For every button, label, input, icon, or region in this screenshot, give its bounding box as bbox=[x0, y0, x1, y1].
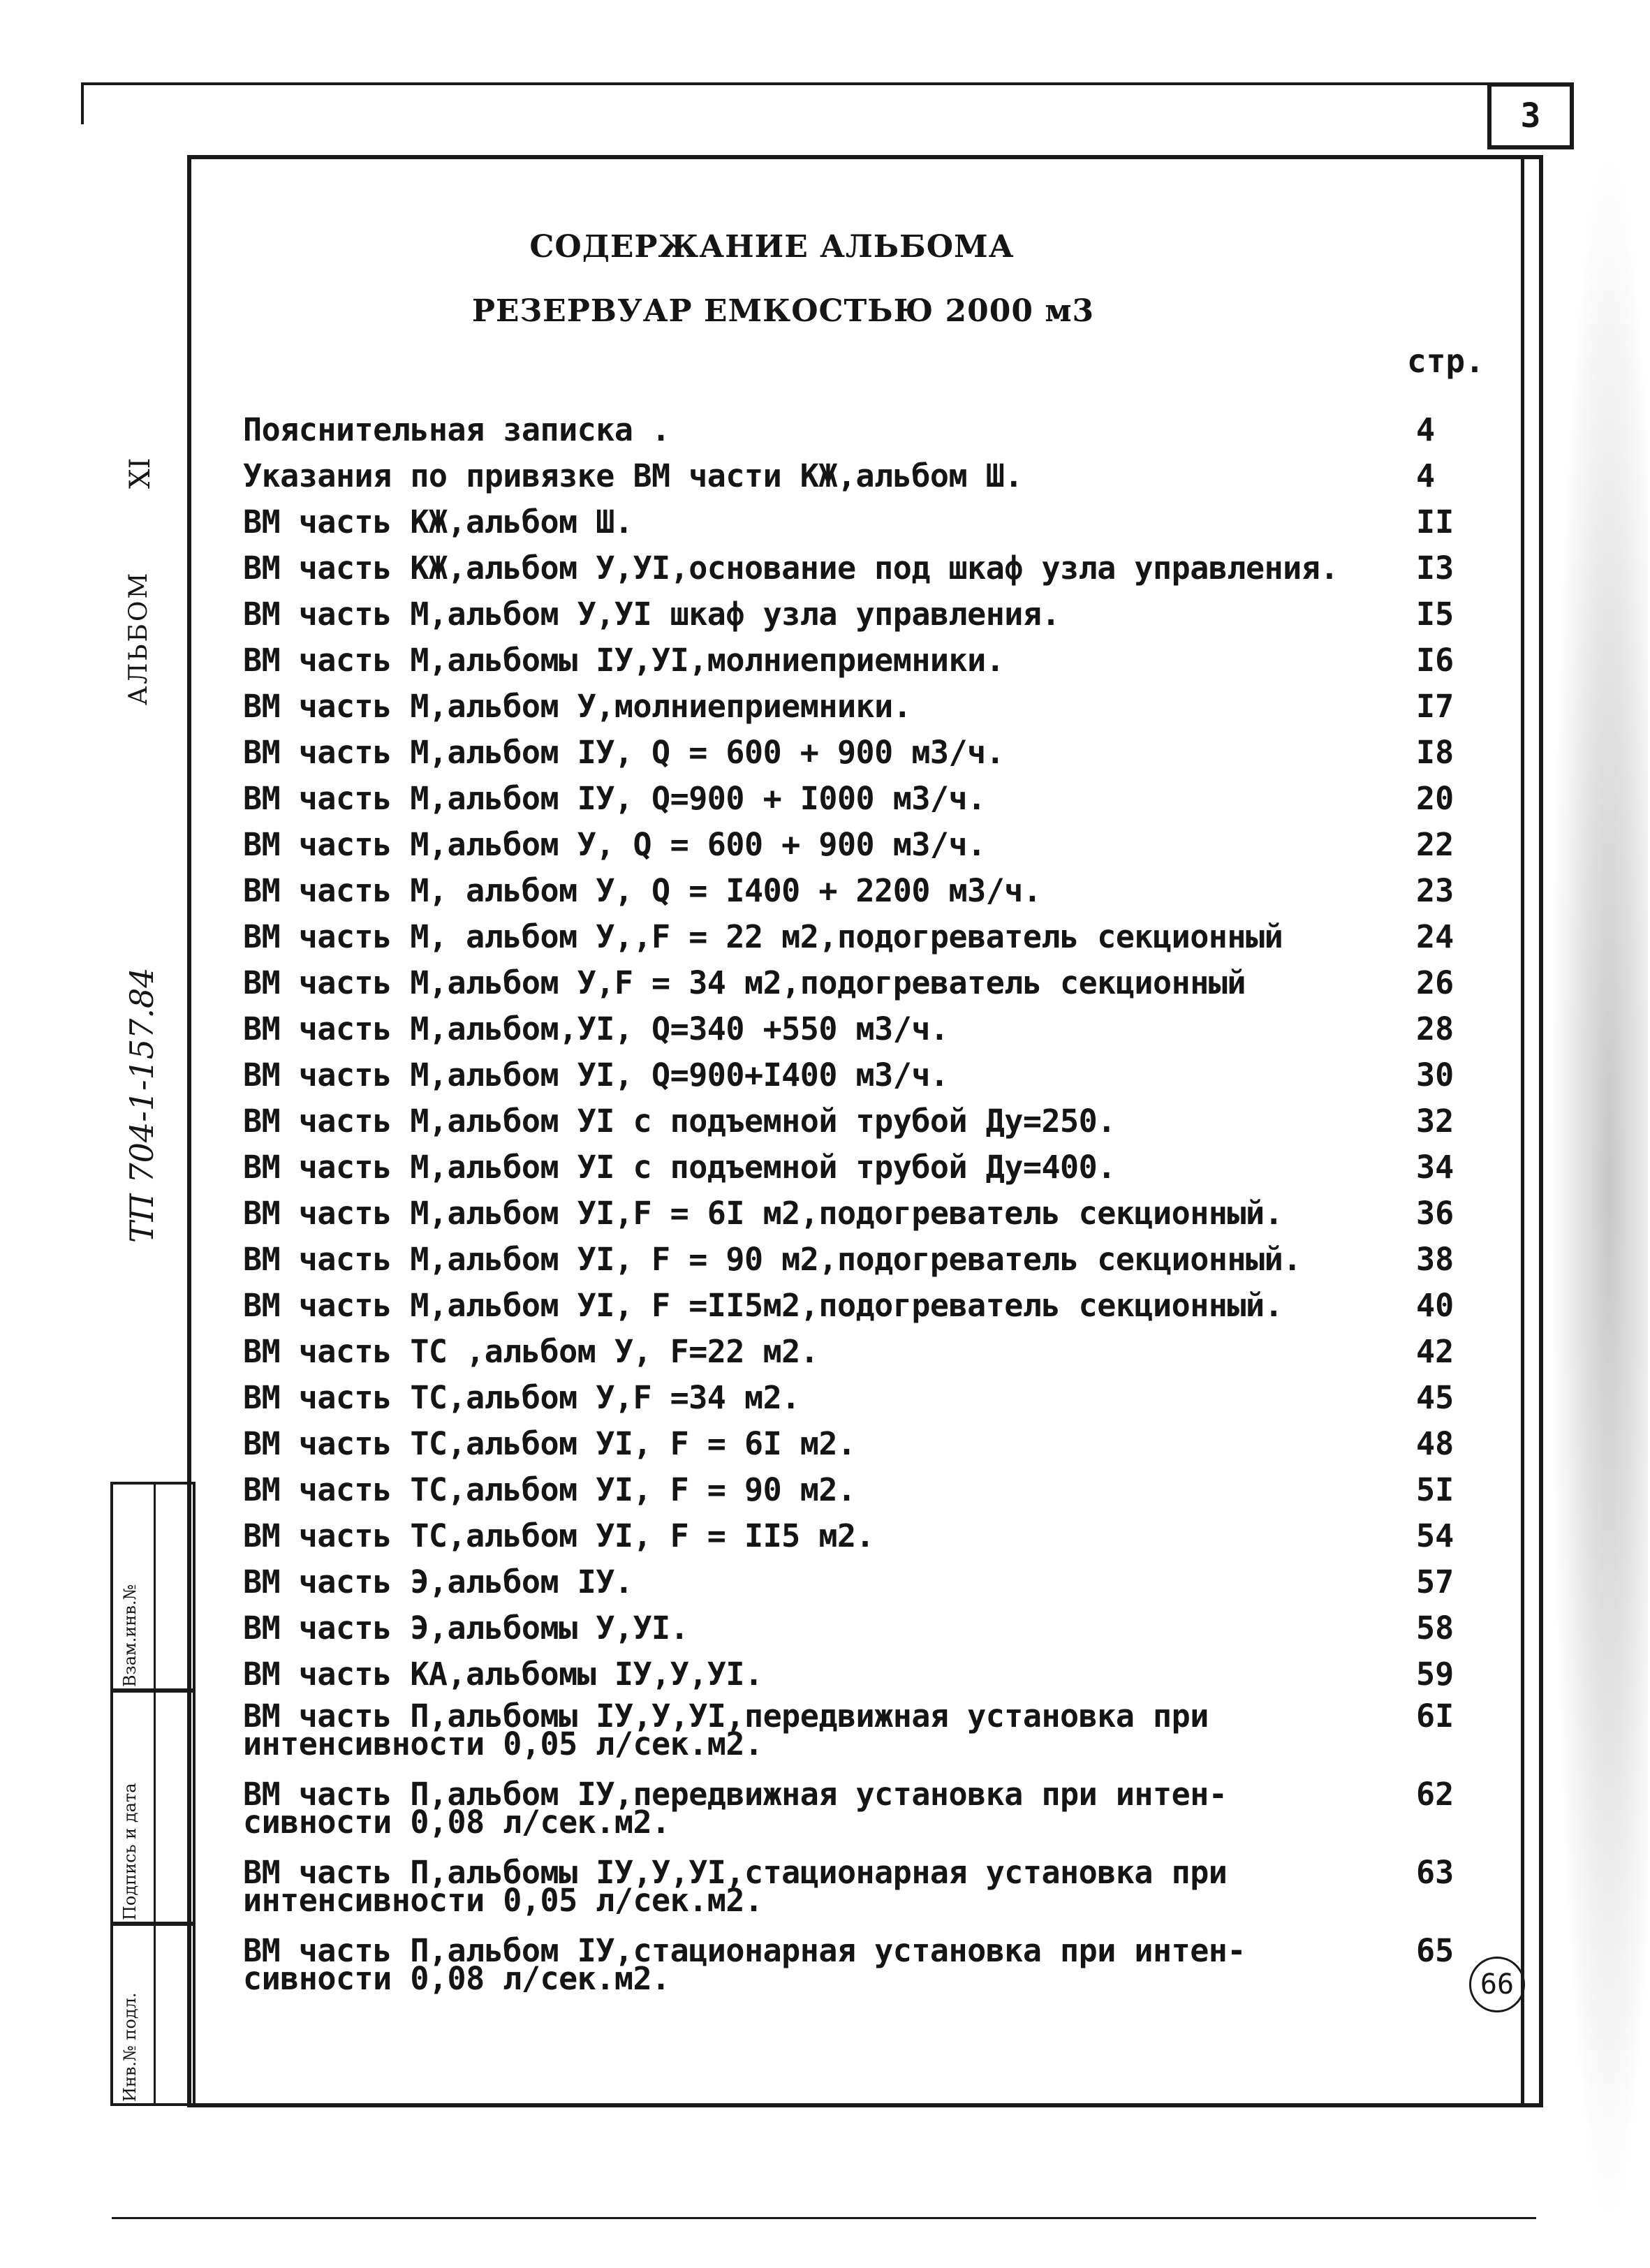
toc-entry-page: 40 bbox=[1416, 1287, 1454, 1324]
toc-row bbox=[243, 458, 1500, 504]
toc-entry-page: I7 bbox=[1416, 688, 1454, 725]
toc-row bbox=[243, 1518, 1500, 1564]
toc-entry-page: 38 bbox=[1416, 1241, 1454, 1278]
toc-entry-text: ВМ часть ТС,альбом У,F =34 м2. bbox=[243, 1379, 800, 1416]
side-roman-numeral: XI bbox=[124, 457, 156, 489]
toc-entry-text: ВМ часть ТС,альбом УI, F = 6I м2. bbox=[243, 1425, 856, 1462]
document-subtitle: РЕЗЕРВУАР ЕМКОСТЬЮ 2000 м3 bbox=[471, 293, 1095, 329]
stamp-vzam bbox=[110, 1482, 196, 1691]
toc-row bbox=[243, 919, 1500, 965]
toc-entry-page: 22 bbox=[1416, 826, 1454, 863]
toc-entry-text: ВМ часть М,альбом IУ, Q = 600 + 900 м3/ч. bbox=[243, 734, 1005, 771]
toc-entry-page: 30 bbox=[1416, 1056, 1454, 1094]
toc-entry-text: ВМ часть Э,альбомы У,УI. bbox=[243, 1610, 689, 1647]
toc-row bbox=[243, 1288, 1500, 1334]
toc-row bbox=[243, 873, 1500, 919]
toc-row bbox=[243, 550, 1500, 596]
toc-row bbox=[243, 1057, 1500, 1103]
toc-row bbox=[243, 642, 1500, 688]
toc-entry-text: ВМ часть М, альбом У,,F = 22 м2,подогреватель секционный bbox=[243, 918, 1283, 955]
table-of-contents bbox=[243, 412, 1500, 2015]
toc-entry-text: ВМ часть П,альбомы IУ,У,УI,передвижная установка при интенсивности 0,05 л/сек.м2. bbox=[243, 1698, 1209, 1762]
toc-row bbox=[243, 965, 1500, 1011]
toc-row bbox=[243, 412, 1500, 458]
toc-row bbox=[243, 1426, 1500, 1472]
toc-entry-text: ВМ часть Э,альбом IУ. bbox=[243, 1563, 633, 1600]
toc-entry-page: 5I bbox=[1416, 1471, 1454, 1508]
toc-row bbox=[243, 1334, 1500, 1380]
toc-entry-text: ВМ часть П,альбом IУ,стационарная установка при интен- сивности 0,08 л/сек.м2. bbox=[243, 1932, 1246, 1997]
toc-entry-page: 32 bbox=[1416, 1103, 1454, 1140]
toc-entry-text: ВМ часть ТС,альбом УI, F = II5 м2. bbox=[243, 1517, 875, 1554]
side-album-label: АЛЬБОМ bbox=[124, 570, 153, 705]
stamp-vzam-label: Взам.инв.№ bbox=[120, 1584, 140, 1687]
toc-entry-page: 59 bbox=[1416, 1656, 1454, 1693]
toc-entry-text: ВМ часть М,альбом УI, F =II5м2,подогреватель секционный. bbox=[243, 1287, 1283, 1324]
toc-entry-text: ВМ часть КЖ,альбом Ш. bbox=[243, 503, 633, 540]
toc-row bbox=[243, 827, 1500, 873]
sheet-number: 3 bbox=[1520, 96, 1541, 135]
toc-entry-text: ВМ часть М,альбом УI с подъемной трубой Ду=400. bbox=[243, 1149, 1116, 1186]
toc-entry-page: 36 bbox=[1416, 1195, 1454, 1232]
toc-entry-page: 26 bbox=[1416, 964, 1454, 1001]
toc-row bbox=[243, 1380, 1500, 1426]
toc-row bbox=[243, 1610, 1500, 1656]
frame-double-line bbox=[1521, 155, 1524, 2107]
toc-row bbox=[243, 1698, 1500, 1781]
toc-entry-text: ВМ часть ТС ,альбом У, F=22 м2. bbox=[243, 1333, 819, 1370]
left-border-tick bbox=[81, 82, 84, 124]
toc-entry-page: 42 bbox=[1416, 1333, 1454, 1370]
toc-entry-page: I3 bbox=[1416, 550, 1454, 587]
toc-entry-page: 23 bbox=[1416, 872, 1454, 909]
toc-entry-text: ВМ часть П,альбомы IУ,У,УI,стационарная установка при интенсивности 0,05 л/сек.м2. bbox=[243, 1854, 1228, 1919]
toc-entry-page: II bbox=[1416, 503, 1454, 540]
toc-row bbox=[243, 504, 1500, 550]
toc-row bbox=[243, 688, 1500, 735]
toc-row bbox=[243, 596, 1500, 642]
toc-entry-text: ВМ часть М,альбом УI с подъемной трубой Ду=250. bbox=[243, 1103, 1116, 1140]
toc-entry-page: 24 bbox=[1416, 918, 1454, 955]
toc-entry-text: ВМ часть П,альбом IУ,передвижная установка при интен- сивности 0,08 л/сек.м2. bbox=[243, 1776, 1228, 1841]
stamp-podpis bbox=[110, 1690, 196, 1924]
toc-row bbox=[243, 1564, 1500, 1610]
scan-shadow bbox=[1550, 140, 1648, 2234]
toc-row bbox=[243, 1932, 1500, 2015]
toc-row bbox=[243, 1149, 1500, 1195]
toc-entry-text: Указания по привязке ВМ части КЖ,альбом Ш. bbox=[243, 457, 1023, 494]
toc-entry-text: ВМ часть КЖ,альбом У,УI,основание под шкаф узла управления. bbox=[243, 550, 1339, 587]
toc-entry-page: 45 bbox=[1416, 1379, 1454, 1416]
toc-entry-text: ВМ часть М,альбомы IУ,УI,молниеприемники. bbox=[243, 642, 1005, 679]
toc-entry-page: 20 bbox=[1416, 780, 1454, 817]
toc-row bbox=[243, 735, 1500, 781]
toc-entry-text: ВМ часть М,альбом У,F = 34 м2,подогреватель секционный bbox=[243, 964, 1246, 1001]
toc-entry-page: I6 bbox=[1416, 642, 1454, 679]
top-border-line bbox=[84, 82, 1574, 85]
toc-entry-text: ВМ часть М,альбом У,УI шкаф узла управления. bbox=[243, 596, 1061, 633]
toc-entry-page: 4 bbox=[1416, 411, 1436, 448]
side-document-code: ТП 704-1-157.84 bbox=[123, 967, 161, 1243]
toc-entry-page: I5 bbox=[1416, 596, 1454, 633]
toc-entry-page: 57 bbox=[1416, 1563, 1454, 1600]
toc-row bbox=[243, 1854, 1500, 1937]
toc-entry-text: ВМ часть М,альбом У, Q = 600 + 900 м3/ч. bbox=[243, 826, 986, 863]
toc-row bbox=[243, 1776, 1500, 1859]
toc-entry-page: 4 bbox=[1416, 457, 1436, 494]
toc-entry-page: 6I bbox=[1416, 1698, 1454, 1735]
toc-row bbox=[243, 1011, 1500, 1057]
toc-entry-page: I8 bbox=[1416, 734, 1454, 771]
toc-entry-text: ВМ часть КА,альбомы IУ,У,УI. bbox=[243, 1656, 763, 1693]
toc-entry-page: 65 bbox=[1416, 1932, 1454, 1969]
toc-entry-text: ВМ часть М,альбом IУ, Q=900 + I000 м3/ч. bbox=[243, 780, 986, 817]
toc-entry-text: ВМ часть М,альбом У,молниеприемники. bbox=[243, 688, 912, 725]
toc-entry-text: ВМ часть М,альбом УI, Q=900+I400 м3/ч. bbox=[243, 1056, 949, 1094]
toc-entry-text: Пояснительная записка . bbox=[243, 411, 670, 448]
page-column-label: стр. bbox=[1407, 342, 1485, 380]
toc-entry-page: 34 bbox=[1416, 1149, 1454, 1186]
stamp-inv bbox=[110, 1923, 196, 2106]
toc-entry-page: 63 bbox=[1416, 1854, 1454, 1891]
toc-entry-text: ВМ часть М,альбом УI,F = 6I м2,подогреватель секционный. bbox=[243, 1195, 1283, 1232]
sheet-number-box bbox=[1487, 82, 1574, 149]
toc-row bbox=[243, 1195, 1500, 1242]
circled-page-number: 66 bbox=[1469, 1957, 1525, 2012]
toc-entry-page: 62 bbox=[1416, 1776, 1454, 1813]
document-title: СОДЕРЖАНИЕ АЛЬБОМА bbox=[529, 229, 1015, 265]
stamp-podpis-label: Подпись и дата bbox=[120, 1783, 140, 1920]
toc-entry-page: 48 bbox=[1416, 1425, 1454, 1462]
toc-row bbox=[243, 1242, 1500, 1288]
toc-row bbox=[243, 1472, 1500, 1518]
toc-entry-text: ВМ часть ТС,альбом УI, F = 90 м2. bbox=[243, 1471, 856, 1508]
toc-entry-page: 58 bbox=[1416, 1610, 1454, 1647]
stamp-inv-label: Инв.№ подл. bbox=[120, 1992, 140, 2102]
toc-entry-text: ВМ часть М,альбом,УI, Q=340 +550 м3/ч. bbox=[243, 1010, 949, 1047]
toc-entry-text: ВМ часть М, альбом У, Q = I400 + 2200 м3/ч. bbox=[243, 872, 1042, 909]
toc-row bbox=[243, 1103, 1500, 1149]
toc-entry-page: 28 bbox=[1416, 1010, 1454, 1047]
toc-entry-text: ВМ часть М,альбом УI, F = 90 м2,подогреватель секционный. bbox=[243, 1241, 1302, 1278]
toc-row bbox=[243, 1656, 1500, 1702]
toc-entry-page: 54 bbox=[1416, 1517, 1454, 1554]
toc-row bbox=[243, 781, 1500, 827]
bottom-line bbox=[112, 2217, 1536, 2219]
